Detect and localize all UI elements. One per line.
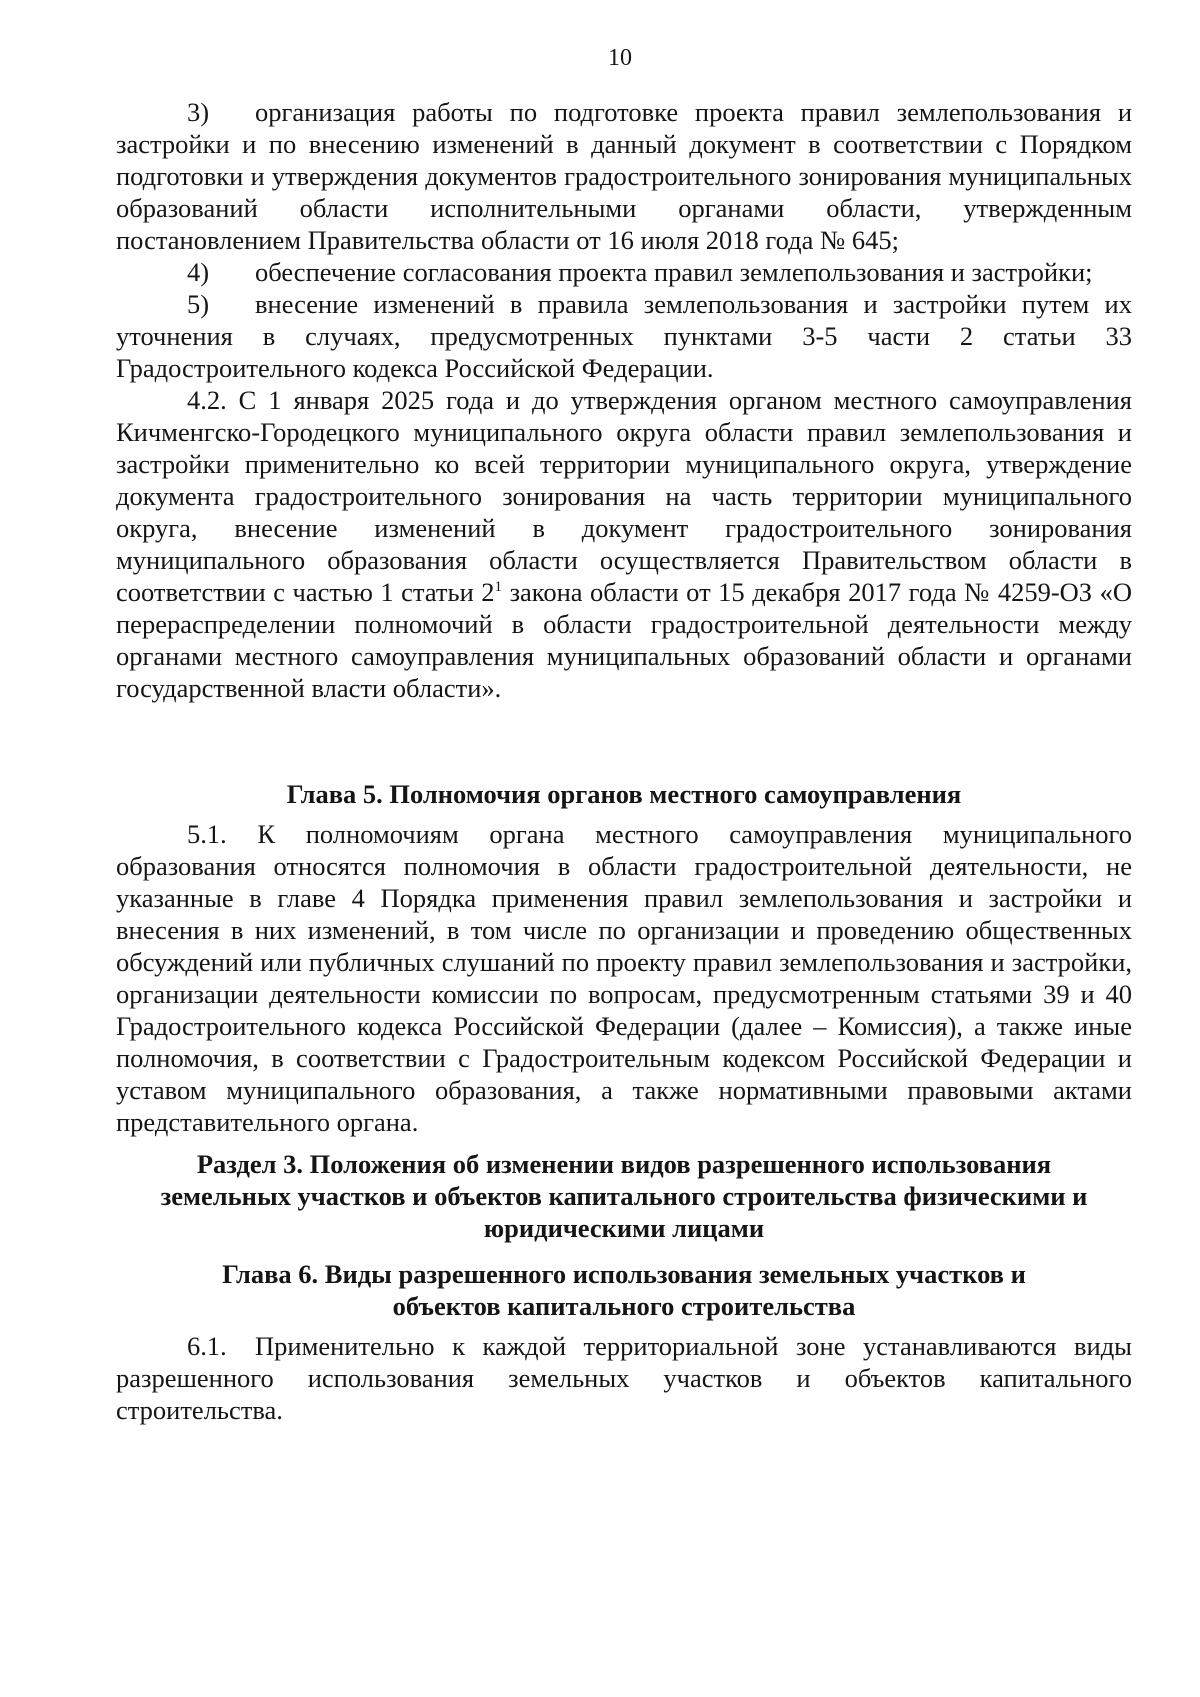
list-item-4 [116,256,1132,288]
paragraph-number: 6.1. [187,1331,227,1361]
list-item-text: обеспечение согласования проекта правил землепользования и застройки; [255,257,1093,287]
list-item-3 [116,96,1132,256]
list-item-number: 5) [187,289,210,319]
section-3-title-line: земельных участков и объектов капитального строительства физическими и [160,1181,1088,1211]
section-3-title-line: Раздел 3. Положения об изменении видов разрешенного использования [196,1149,1052,1179]
chapter-6-title-line: Глава 6. Виды разрешенного использования земельных участков и [222,1259,1026,1289]
list-item-number: 3) [187,97,210,127]
paragraph-text-continued: закона области от 15 декабря 2017 года № 4259-ОЗ «О перераспределении полномочий в области градостроительной деятельности между органами местного самоуправления муниципальных образований области и органами государственной власти области». [116,577,1132,703]
chapter-5-title: Глава 5. Полномочия органов местного самоуправления [286,779,962,809]
chapter-6-title-line: объектов капитального строительства [392,1291,856,1321]
superscript-index: 1 [494,579,503,596]
list-item-5 [116,288,1132,384]
chapter-6-body [116,1330,1132,1426]
page-number: 10 [608,45,632,71]
chapter-5-body [116,818,1132,1138]
paragraph-text: 4.2. С 1 января 2025 года и до утверждения органом местного самоуправления Кичменгско-Городецкого муниципального округа области правил землепользования и застройки применительно ко всей территории муниципального округа, утверждение документа градостроительного зонирования на часть территории муниципального округа, внесение изменений в документ градостроительного зонирования муниципального образования области осуществляется Правительством области в соответствии с частью 1 статьи 2 [116,385,1132,607]
section-3-title-line: юридическими лицами [483,1213,765,1243]
list-item-text: организация работы по подготовке проекта правил землепользования и застройки и по внесению изменений в данный документ в соответствии с Порядком подготовки и утверждения документов градостроительного зонирования муниципальных образований области исполнительными органами области, утвержденным постановлением Правительства области от 16 июля 2018 года № 645; [116,97,1132,255]
paragraph-text: Применительно к каждой территориальной зоне устанавливаются виды разрешенного использования земельных участков и объектов капитального строительства. [116,1331,1132,1425]
paragraph-6-1 [116,1330,1132,1426]
chapter-6-title [116,1258,1132,1322]
paragraph-5-1: 5.1. К полномочиям органа местного самоуправления муниципального образования относятся полномочия в области градостроительной деятельности, не указанные в главе 4 Порядка применения правил землепользования и застройки и внесения в них изменений, в том числе по организации и проведению общественных обсуждений или публичных слушаний по проекту правил землепользования и застройки, организации деятельности комиссии по вопросам, предусмотренным статьями 39 и 40 Градостроительного кодекса Российской Федерации (далее – Комиссия), а также иные полномочия, в соответствии с Градостроительным кодексом Российской Федерации и уставом муниципального образования, а также нормативными правовыми актами представительного органа. [116,819,1132,1137]
powers-list [116,96,1132,704]
list-item-number: 4) [187,257,210,287]
paragraph-4-2 [116,384,1132,704]
section-3-title [116,1148,1132,1244]
list-item-text: внесение изменений в правила землепользования и застройки путем их уточнения в случаях, предусмотренных пунктами 3-5 части 2 статьи 33 Градостроительного кодекса Российской Федерации. [116,289,1132,383]
